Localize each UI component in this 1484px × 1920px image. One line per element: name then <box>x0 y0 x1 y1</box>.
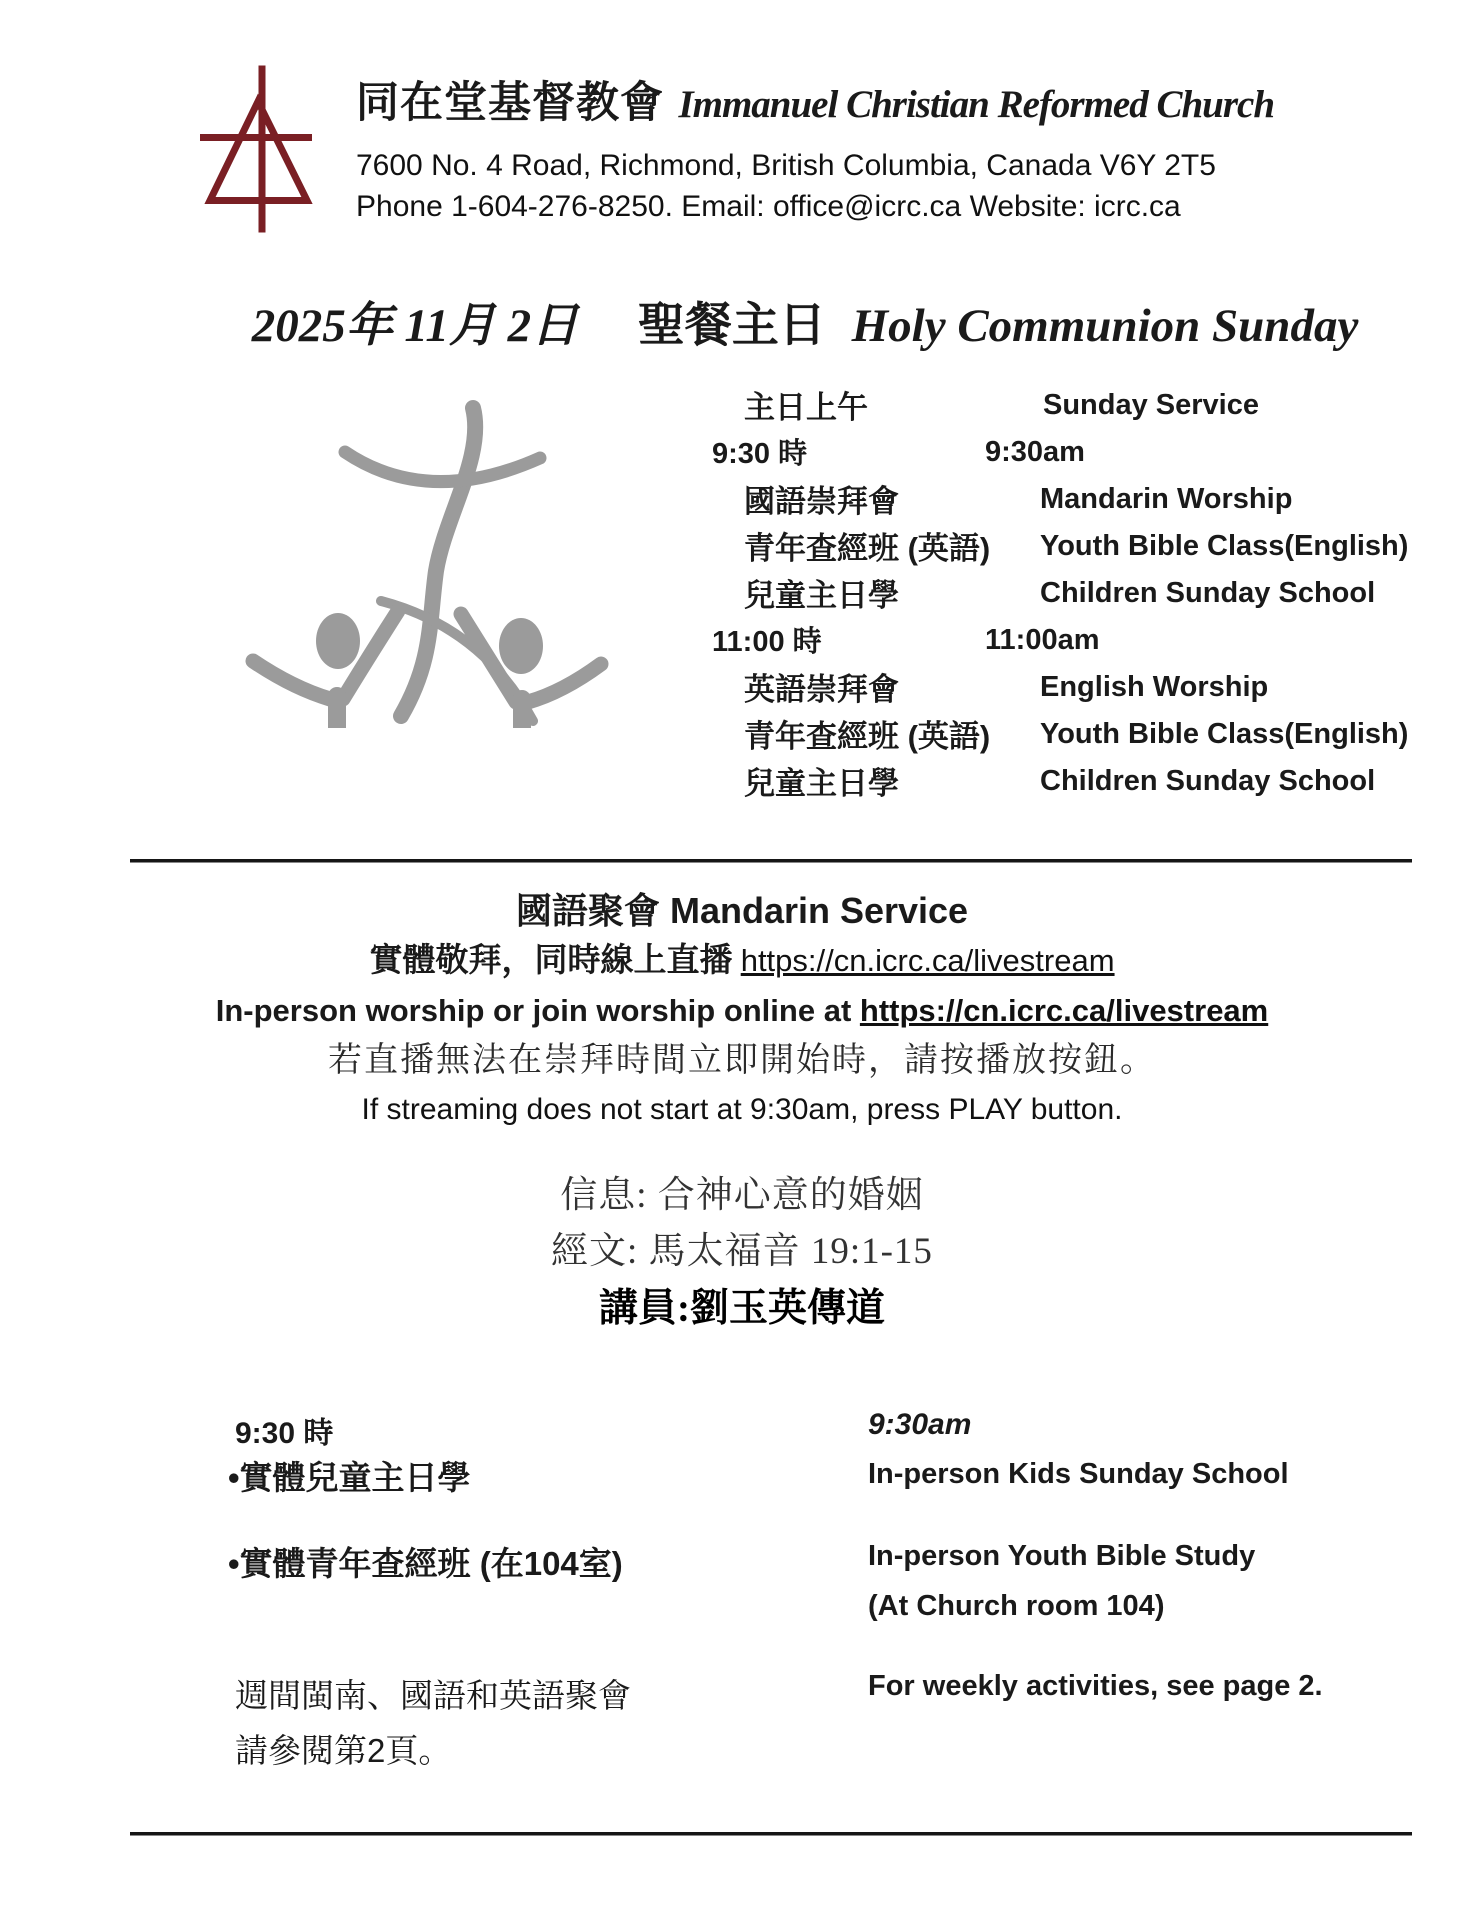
schedule-row: 主日上午 <box>744 390 868 425</box>
church-logo-icon <box>183 60 333 238</box>
header <box>356 72 1356 227</box>
cross-triangle-logo-icon <box>183 60 333 238</box>
service-date: 2025年 11月 2日 <box>251 300 579 352</box>
schedule-row: 國語崇拜會 <box>744 484 899 519</box>
message-topic: 信息: 合神心意的婚姻 <box>560 1175 924 1216</box>
schedule-row: 9:30 時 <box>712 438 808 470</box>
schedule-row: Mandarin Worship <box>1040 483 1293 515</box>
schedule-row: 英語崇拜會 <box>744 672 899 707</box>
church-name-en: Immanuel Christian Reformed Church <box>678 83 1275 126</box>
schedule-row: Sunday Service <box>1043 389 1259 421</box>
mandarin-service-title <box>0 886 1484 936</box>
schedule-row: 青年查經班 (英語) <box>744 719 991 754</box>
youth-bible-study-zh: •實體青年查經班 (在104室) <box>228 1545 623 1582</box>
schedule-column-zh <box>700 384 1010 807</box>
schedule-row: 兒童主日學 <box>744 578 899 613</box>
streaming-note-en: If streaming does not start at 9:30am, press PLAY button. <box>361 1093 1123 1126</box>
streaming-note-zh: 若直播無法在崇拜時間立即開始時，請按播放按鈕。 <box>328 1042 1156 1079</box>
schedule-column-en <box>985 382 1425 805</box>
activities-time-en: 9:30am <box>868 1408 972 1441</box>
message-section <box>0 1168 1484 1338</box>
weekly-activities-zh-line1: 週間閩南、國語和英語聚會 <box>235 1677 631 1714</box>
kids-sunday-school-en: In-person Kids Sunday School <box>868 1458 1289 1490</box>
schedule-row: Children Sunday School <box>1040 577 1376 609</box>
schedule-row: 9:30am <box>985 436 1085 468</box>
livestream-text-en: In-person worship or join worship online at <box>215 993 860 1028</box>
schedule-row: 11:00 時 <box>712 626 822 658</box>
service-title-en: Holy Communion Sunday <box>851 300 1359 352</box>
message-scripture: 經文: 馬太福音 19:1-15 <box>551 1231 933 1272</box>
kids-sunday-school-zh: •實體兒童主日學 <box>228 1459 471 1496</box>
section-divider <box>130 859 1412 863</box>
mandarin-service-section <box>0 886 1484 1134</box>
livestream-text-zh: 實體敬拜，同時線上直播 <box>369 943 741 979</box>
church-address: 7600 No. 4 Road, Richmond, British Columbia, Canada V6Y 2T5 <box>356 149 1216 182</box>
youth-bible-study-en: In-person Youth Bible Study <box>868 1540 1256 1572</box>
schedule-row: Children Sunday School <box>1040 765 1376 797</box>
livestream-link[interactable]: https://cn.icrc.ca/livestream <box>859 993 1269 1028</box>
schedule-row: Youth Bible Class(English) <box>1040 530 1409 562</box>
livestream-link[interactable]: https://cn.icrc.ca/livestream <box>740 943 1115 978</box>
livestream-line-zh <box>0 936 1484 986</box>
message-speaker: 講員:劉玉英傳道 <box>599 1287 885 1330</box>
bottom-divider <box>130 1832 1412 1836</box>
service-title-zh: 聖餐主日 <box>637 300 826 352</box>
cross-figures-graphic-icon <box>233 396 621 728</box>
activities-time-zh: 9:30 時 <box>235 1417 334 1450</box>
schedule-row: 11:00am <box>985 624 1100 656</box>
date-heading <box>230 288 1380 355</box>
schedule-row: 兒童主日學 <box>744 766 899 801</box>
livestream-line-en <box>0 986 1484 1036</box>
church-contact: Phone 1-604-276-8250. Email: office@icrc.ca Website: icrc.ca <box>356 190 1181 223</box>
mandarin-service-title-zh: 國語聚會 <box>515 891 660 931</box>
church-name-zh: 同在堂基督教會 <box>356 80 664 127</box>
weekly-activities-zh-line2: 請參閱第2頁。 <box>235 1732 452 1769</box>
schedule-row: English Worship <box>1040 671 1269 703</box>
schedule-row: 青年查經班 (英語) <box>744 531 991 566</box>
mandarin-service-title-en: Mandarin Service <box>669 890 969 931</box>
weekly-activities-en: For weekly activities, see page 2. <box>868 1670 1323 1702</box>
youth-bible-study-location-en: (At Church room 104) <box>868 1590 1165 1622</box>
church-name <box>356 72 1356 145</box>
schedule-row: Youth Bible Class(English) <box>1040 718 1409 750</box>
